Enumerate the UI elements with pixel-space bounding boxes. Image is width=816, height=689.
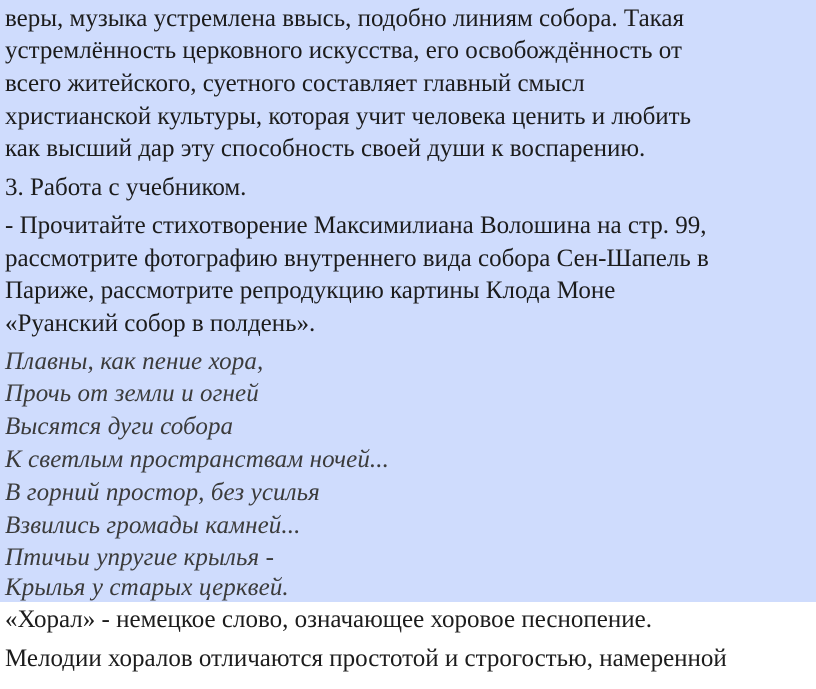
paragraph-line: Мелодии хоралов отличаются простотой и строгостью, намеренной xyxy=(5,645,727,672)
task-line: - Прочитайте стихотворение Максимилиана Волошина на стр. 99, xyxy=(5,212,707,239)
task-line: рассмотрите фотографию внутреннего вида собора Сен-Шапель в xyxy=(5,245,709,272)
paragraph-line: всего житейского, суетного составляет главный смысл xyxy=(5,70,585,97)
paragraph-line: веры, музыка устремлена ввысь, подобно линиям собора. Такая xyxy=(5,5,685,32)
poem-line: Крылья у старых церквей. xyxy=(5,574,289,601)
poem-line: Взвились громады камней... xyxy=(5,512,301,539)
step-heading: 3. Работа с учебником. xyxy=(5,174,247,201)
poem-line: Плавны, как пение хора, xyxy=(5,348,264,375)
paragraph-line: «Хорал» - немецкое слово, означающее хоровое песнопение. xyxy=(5,606,652,633)
poem-line: В горний простор, без усилья xyxy=(5,479,320,506)
poem-line: К светлым пространствам ночей... xyxy=(5,446,389,473)
poem-line: Прочь от земли и огней xyxy=(5,380,259,407)
poem-line: Высятся дуги собора xyxy=(5,413,234,440)
paragraph-line: устремлённость церковного искусства, его освобождённость от xyxy=(5,37,682,64)
paragraph-line: христианской культуры, которая учит человека ценить и любить xyxy=(5,103,692,130)
task-line: «Руанский собор в полдень». xyxy=(5,310,316,337)
poem-line: Птичьи упругие крылья - xyxy=(5,544,275,571)
paragraph-line: как высший дар эту способность своей души к воспарению. xyxy=(5,135,646,162)
task-line: Париже, рассмотрите репродукцию картины Клода Моне xyxy=(5,277,616,304)
